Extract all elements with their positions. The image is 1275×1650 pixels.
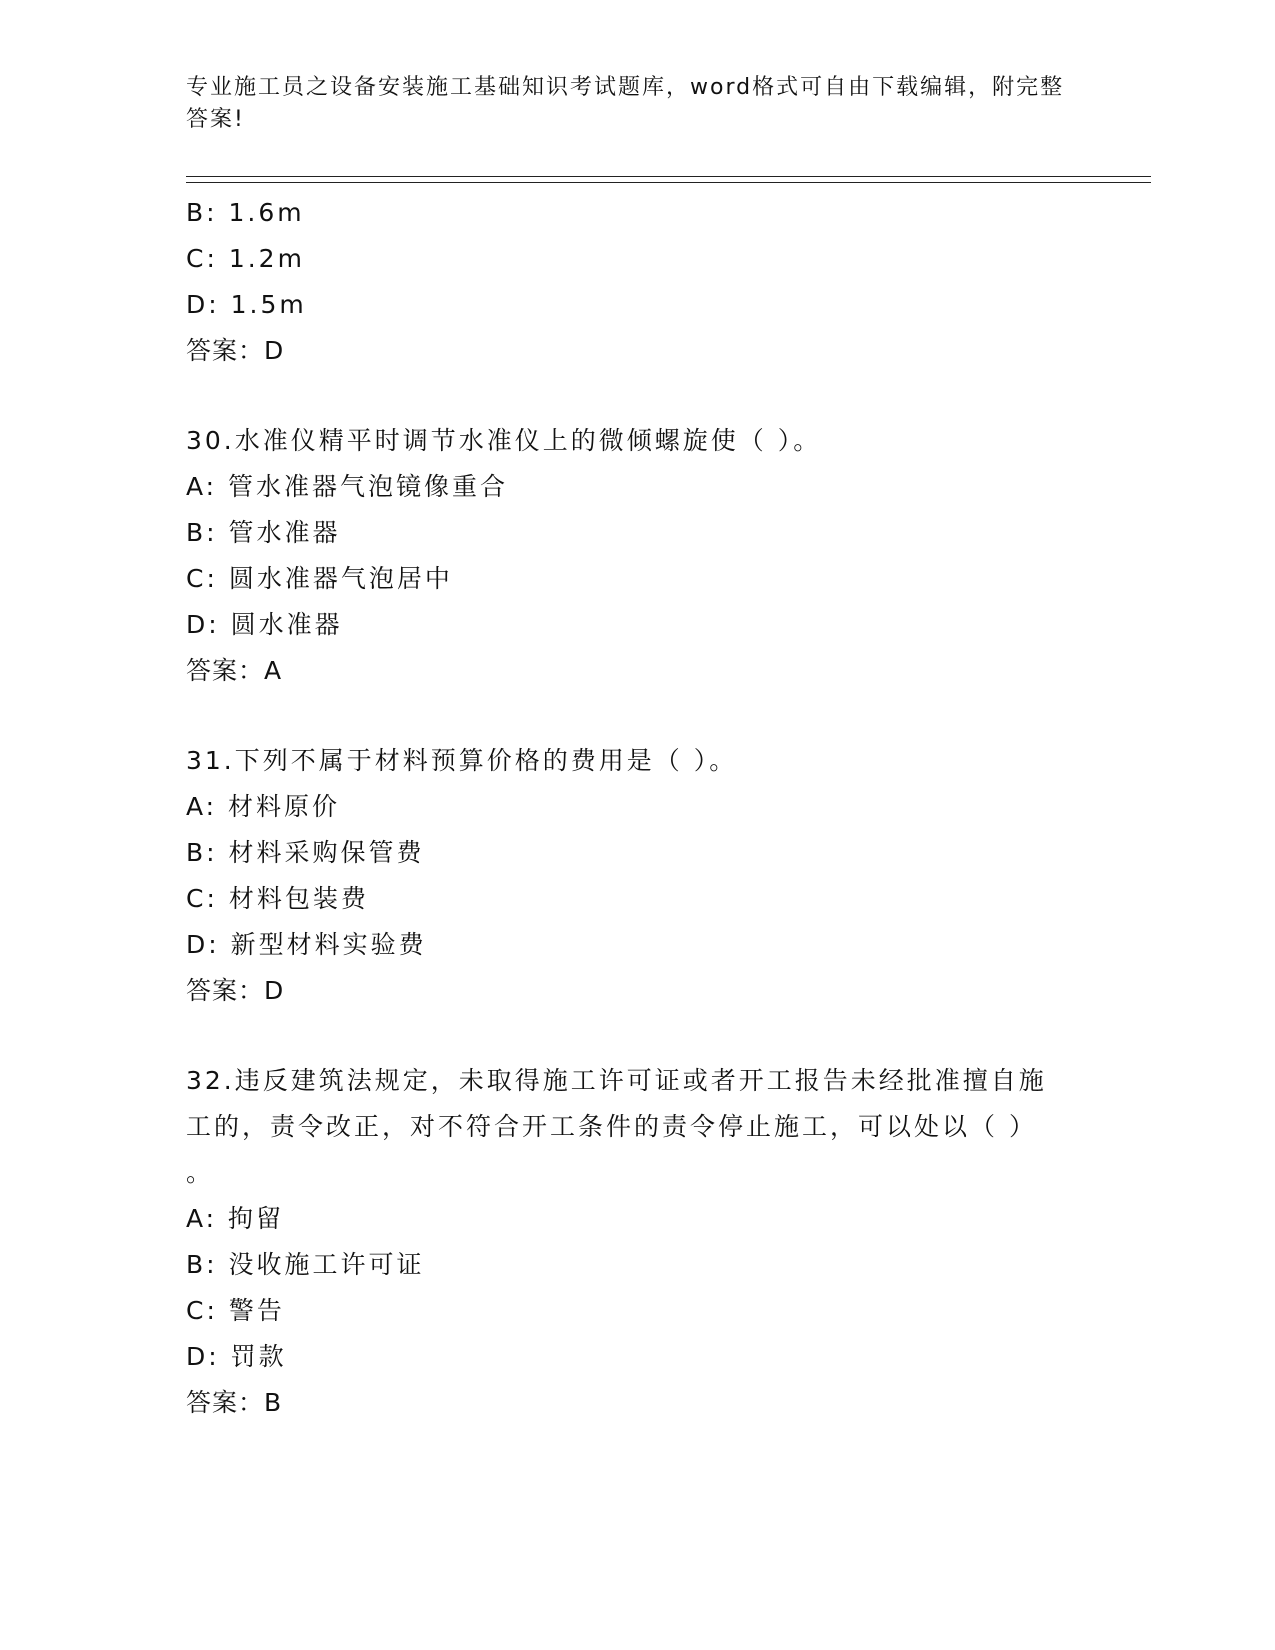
option-c: C: 警告 [186, 1296, 285, 1325]
question-stem: 30.水准仪精平时调节水准仪上的微倾螺旋使（ ）。 [186, 426, 822, 455]
question-stem-line-3: 。 [186, 1158, 215, 1187]
document-header: 专业施工员之设备安装施工基础知识考试题库，word格式可自由下载编辑，附完整答案! [186, 75, 1065, 132]
option-a: A: 管水准器气泡镜像重合 [186, 472, 509, 501]
option-d: D: 新型材料实验费 [186, 930, 427, 959]
option-d: D: 罚款 [186, 1342, 287, 1371]
option-a: A: 拘留 [186, 1204, 285, 1233]
option-b: B: 管水准器 [186, 518, 341, 547]
option-d: D: 圆水准器 [186, 610, 343, 639]
question-29-continuation [186, 190, 1086, 374]
question-30 [186, 418, 1086, 694]
option-b: B: 1.6m [186, 198, 305, 227]
option-a: A: 材料原价 [186, 792, 341, 821]
answer-line: 答案：A [186, 656, 283, 685]
option-d: D: 1.5m [186, 290, 307, 319]
question-stem-line-2: 工的，责令改正，对不符合开工条件的责令停止施工，可以处以（ ） [186, 1112, 1037, 1141]
option-b: B: 没收施工许可证 [186, 1250, 425, 1279]
option-c: C: 材料包装费 [186, 884, 369, 913]
option-b: B: 材料采购保管费 [186, 838, 425, 867]
question-31 [186, 738, 1086, 1014]
question-stem-line-1: 32.违反建筑法规定，未取得施工许可证或者开工报告未经批准擅自施 [186, 1066, 1047, 1095]
question-stem: 31.下列不属于材料预算价格的费用是（ ）。 [186, 746, 738, 775]
question-list [186, 190, 1086, 1426]
answer-line: 答案：D [186, 336, 285, 365]
option-c: C: 圆水准器气泡居中 [186, 564, 453, 593]
header-divider-top [186, 176, 1151, 177]
answer-line: 答案：B [186, 1388, 283, 1417]
header-divider-bottom [186, 182, 1151, 183]
question-32 [186, 1058, 1086, 1426]
option-c: C: 1.2m [186, 244, 305, 273]
answer-line: 答案：D [186, 976, 285, 1005]
